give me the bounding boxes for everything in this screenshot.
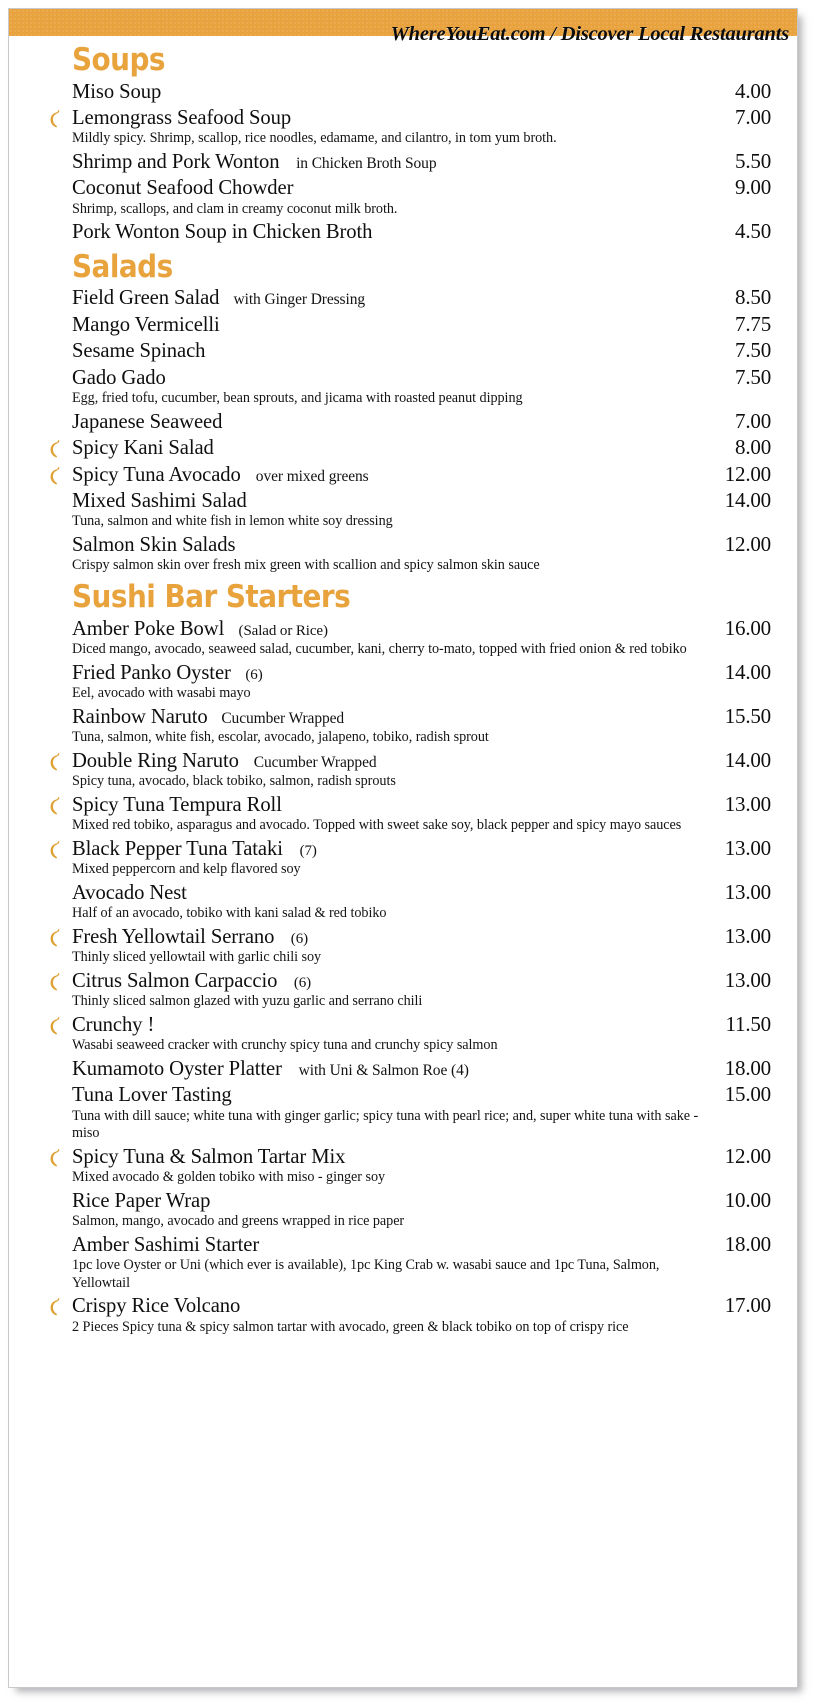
chili-pepper-icon [49,1148,62,1167]
menu-item-name: Amber Poke Bowl [72,615,225,640]
menu-body [9,36,797,1336]
menu-item-name: Mixed Sashimi Salad [72,487,247,512]
menu-item-qualifier: (6) [293,974,312,991]
menu-item-price: 9.00 [735,175,771,200]
menu-item [33,311,771,337]
menu-item-qualifier: with Ginger Dressing [233,291,365,309]
menu-item-description: Egg, fried tofu, cucumber, bean sprouts, and jicama with roasted peanut dipping [72,390,523,407]
menu-item [33,1081,771,1143]
menu-item-description: Wasabi seaweed cracker with crunchy spicy tuna and crunchy spicy salmon [72,1037,498,1054]
menu-item-qualifier: Cucumber Wrapped [253,753,377,771]
menu-item [33,791,771,835]
menu-item-line [72,1081,771,1107]
menu-item [33,1292,771,1336]
menu-item-price: 5.50 [735,149,771,174]
menu-item [33,1187,771,1231]
menu-item-name: Shrimp and Pork Wonton [72,149,280,174]
menu-item-line [72,337,771,363]
menu-item-left [72,879,192,905]
menu-item-name: Fried Panko Oyster [72,659,231,684]
watermark-text: WhereYouEat.com / Discover Local Restaurants [390,23,789,45]
menu-item-price: 15.00 [724,1082,771,1107]
section-items [33,78,771,245]
menu-item [33,148,771,174]
menu-item-description: Crispy salmon skin over fresh mix green with scallion and spicy salmon skin sauce [72,557,540,574]
menu-item-price: 14.00 [724,659,771,684]
menu-item-left [72,104,300,130]
menu-item-price: 7.00 [735,105,771,130]
menu-item-description: Shrimp, scallops, and clam in creamy coconut milk broth. [72,200,398,217]
menu-item-name: Pork Wonton Soup in Chicken Broth [72,219,373,244]
menu-item-line [72,104,771,130]
menu-item [33,284,771,310]
menu-item-left [72,78,165,104]
menu-item-line [72,879,771,905]
menu-item-name: Gado Gado [72,364,166,389]
menu-item-description: Diced mango, avocado, seaweed salad, cucumber, kani, cherry to-mato, topped with fried onion & red tobiko [72,640,687,657]
menu-item-name: Spicy Kani Salad [72,435,214,460]
menu-item-qualifier: (6) [245,666,263,683]
menu-item-name: Salmon Skin Salads [72,531,236,556]
menu-item-description: 2 Pieces Spicy tuna & spicy salmon tartar with avocado, green & black tobiko on top of crispy rice [72,1318,629,1335]
menu-item-name: Crunchy ! [72,1011,155,1036]
menu-item-price: 11.50 [725,1011,771,1036]
menu-item-line [72,434,771,460]
menu-item-left [72,703,344,729]
menu-item-left [72,1292,247,1318]
menu-item-description: Tuna with dill sauce; white tuna with ginger garlic; spicy tuna with pearl rice; and, super white tuna with sake - miso [72,1107,699,1142]
menu-item-description: 1pc love Oyster or Uni (which ever is available), 1pc King Crab w. wasabi sauce and 1pc Tuna, Salmon, Yellowtail [72,1257,660,1291]
menu-item-qualifier: over mixed greens [255,467,369,485]
menu-item-name: Mango Vermicelli [72,311,220,336]
menu-item-name: Coconut Seafood Chowder [72,175,294,200]
chili-pepper-icon [49,109,62,128]
menu-item-name: Kumamoto Oyster Platter [72,1055,282,1080]
menu-item-description: Eel, avocado with wasabi mayo [72,684,251,701]
menu-item-line [72,1187,771,1213]
menu-item-left [72,1055,469,1081]
menu-item-description: Mixed red tobiko, asparagus and avocado. Topped with sweet sake soy, black pepper and spicy mayo sauces [72,817,682,834]
menu-item-price: 12.00 [724,531,771,556]
menu-item-name: Miso Soup [72,78,162,103]
menu-item-description: Salmon, mango, avocado and greens wrapped in rice paper [72,1213,405,1230]
menu-item-description: Mixed avocado & golden tobiko with miso - ginger soy [72,1169,386,1186]
chili-pepper-icon [49,439,62,458]
menu-item [33,104,771,148]
menu-item-price: 8.50 [735,285,771,310]
menu-item-line [72,1011,771,1037]
menu-item-line [72,615,771,641]
menu-item-name: Spicy Tuna Avocado [72,461,241,486]
menu-item-price: 7.50 [735,338,771,363]
menu-item-price: 10.00 [724,1187,771,1212]
menu-item-name: Black Pepper Tuna Tataki [72,835,283,860]
menu-item-qualifier: (Salad or Rice) [238,622,328,639]
menu-item-line [72,218,771,244]
chili-pepper-icon [49,796,62,815]
menu-item-left [72,364,170,390]
menu-item [33,337,771,363]
menu-item-left [72,791,291,817]
menu-item-description: Half of an avocado, tobiko with kani salad & red tobiko [72,905,387,922]
menu-item-line [72,311,771,337]
menu-item-qualifier: with Uni & Salmon Roe (4) [298,1061,469,1079]
menu-item [33,1011,771,1055]
menu-item-description: Tuna, salmon, white fish, escolar, avocado, jalapeno, tobiko, radish sprout [72,729,489,745]
menu-item-line [72,174,771,200]
menu-item-qualifier: in Chicken Broth Soup [296,155,437,173]
chili-pepper-icon [49,1016,62,1035]
menu-item-left [72,174,303,200]
menu-item-line [72,923,771,949]
menu-item-line [72,461,771,487]
menu-item-left [72,659,263,685]
menu-item [33,364,771,408]
menu-item-price: 15.50 [724,703,771,728]
menu-item-qualifier: Cucumber Wrapped [221,709,345,727]
menu-item-price: 7.00 [735,408,771,433]
chili-pepper-icon [49,1297,62,1316]
menu-item-left [72,1143,357,1169]
menu-item-price: 13.00 [724,967,771,992]
menu-item [33,879,771,923]
menu-item-left [72,408,229,434]
menu-item-left [72,284,365,310]
menu-item-price: 13.00 [724,791,771,816]
menu-item-name: Fresh Yellowtail Serrano [72,923,275,948]
menu-item-name: Sesame Spinach [72,338,206,363]
menu-item [33,487,771,531]
menu-item-price: 7.75 [735,311,771,336]
menu-item-name: Rainbow Naruto [72,703,208,728]
menu-item [33,923,771,967]
chili-pepper-icon [49,752,62,771]
menu-item-price: 4.50 [735,219,771,244]
menu-item-left [72,311,226,337]
menu-item-line [72,1055,771,1081]
menu-item-left [72,967,311,993]
menu-item [33,1055,771,1081]
menu-item-left [72,148,436,174]
section-heading: Salads [72,248,173,285]
menu-item-left [72,531,242,557]
menu-item-line [72,78,771,104]
menu-item-line [72,1292,771,1318]
menu-item-name: Lemongrass Seafood Soup [72,105,292,130]
menu-item-price: 13.00 [724,923,771,948]
menu-item-line [72,148,771,174]
menu-item-line [72,531,771,557]
menu-item-left [72,1081,238,1107]
menu-item-left [72,337,211,363]
section-heading: Sushi Bar Starters [72,578,351,615]
menu-page [8,8,798,1688]
menu-item-name: Japanese Seaweed [72,408,223,433]
chili-pepper-icon [49,928,62,947]
menu-item-line [72,791,771,817]
menu-item-line [72,835,771,861]
menu-item-name: Tuna Lover Tasting [72,1082,232,1107]
menu-item-left [72,1011,158,1037]
menu-item-name: Avocado Nest [72,879,187,904]
menu-item-line [72,703,771,729]
menu-item-left [72,747,377,773]
menu-item-name: Rice Paper Wrap [72,1187,211,1212]
menu-item-line [72,1143,771,1169]
menu-item [33,1231,771,1293]
menu-item [33,1143,771,1187]
menu-item-left [72,923,308,949]
menu-item [33,408,771,434]
section-items [33,284,771,574]
menu-item [33,434,771,460]
menu-item-line [72,967,771,993]
chili-pepper-icon [49,972,62,991]
menu-item [33,747,771,791]
menu-item-qualifier: (6) [290,930,308,947]
menu-item-line [72,1231,771,1257]
chili-pepper-icon [49,840,62,859]
menu-item-price: 14.00 [724,487,771,512]
menu-item-left [72,835,317,861]
menu-item-name: Spicy Tuna & Salmon Tartar Mix [72,1143,346,1168]
section-heading: Soups [72,42,166,78]
menu-item-price: 12.00 [724,461,771,486]
menu-item-left [72,434,220,460]
menu-item-left [72,1231,267,1257]
menu-item-line [72,747,771,773]
menu-item [33,615,771,659]
menu-item-name: Amber Sashimi Starter [72,1231,260,1256]
menu-item-price: 13.00 [724,879,771,904]
menu-item-name: Spicy Tuna Tempura Roll [72,791,282,816]
menu-item [33,218,771,244]
menu-item-left [72,1187,216,1213]
menu-item-name: Citrus Salmon Carpaccio [72,967,278,992]
menu-item-price: 16.00 [724,615,771,640]
menu-item-left [72,615,328,641]
menu-item-qualifier: (7) [299,842,317,859]
menu-item-description: Thinly sliced yellowtail with garlic chili soy [72,949,322,966]
menu-item-price: 7.50 [735,364,771,389]
menu-item-price: 17.00 [724,1293,771,1318]
section-items [33,615,771,1337]
menu-item-price: 18.00 [724,1055,771,1080]
chili-pepper-icon [49,466,62,485]
menu-item-description: Spicy tuna, avocado, black tobiko, salmon, radish sprouts [72,773,396,790]
menu-item-price: 8.00 [735,435,771,460]
menu-item-line [72,364,771,390]
menu-item [33,835,771,879]
menu-item-name: Field Green Salad [72,285,220,310]
menu-item [33,659,771,703]
menu-item [33,967,771,1011]
menu-item-line [72,487,771,513]
menu-item-price: 12.00 [724,1143,771,1168]
menu-item-name: Crispy Rice Volcano [72,1293,241,1318]
menu-item-left [72,218,385,244]
menu-item [33,531,771,575]
menu-item [33,461,771,487]
menu-item-description: Tuna, salmon and white fish in lemon white soy dressing [72,513,393,530]
menu-item-price: 4.00 [735,78,771,103]
menu-item [33,78,771,104]
menu-item-description: Mixed peppercorn and kelp flavored soy [72,861,301,878]
menu-sections [33,42,771,1336]
menu-item-price: 14.00 [724,747,771,772]
menu-item-line [72,284,771,310]
menu-item [33,174,771,218]
menu-item-line [72,408,771,434]
menu-item-description: Mildly spicy. Shrimp, scallop, rice noodles, edamame, and cilantro, in tom yum broth. [72,130,557,147]
menu-item-price: 18.00 [724,1231,771,1256]
menu-item-price: 13.00 [724,835,771,860]
menu-item-left [72,461,369,487]
menu-item-left [72,487,254,513]
menu-item-name: Double Ring Naruto [72,747,239,772]
menu-item-description: Thinly sliced salmon glazed with yuzu garlic and serrano chili [72,993,423,1010]
menu-item-line [72,659,771,685]
menu-item [33,703,771,747]
